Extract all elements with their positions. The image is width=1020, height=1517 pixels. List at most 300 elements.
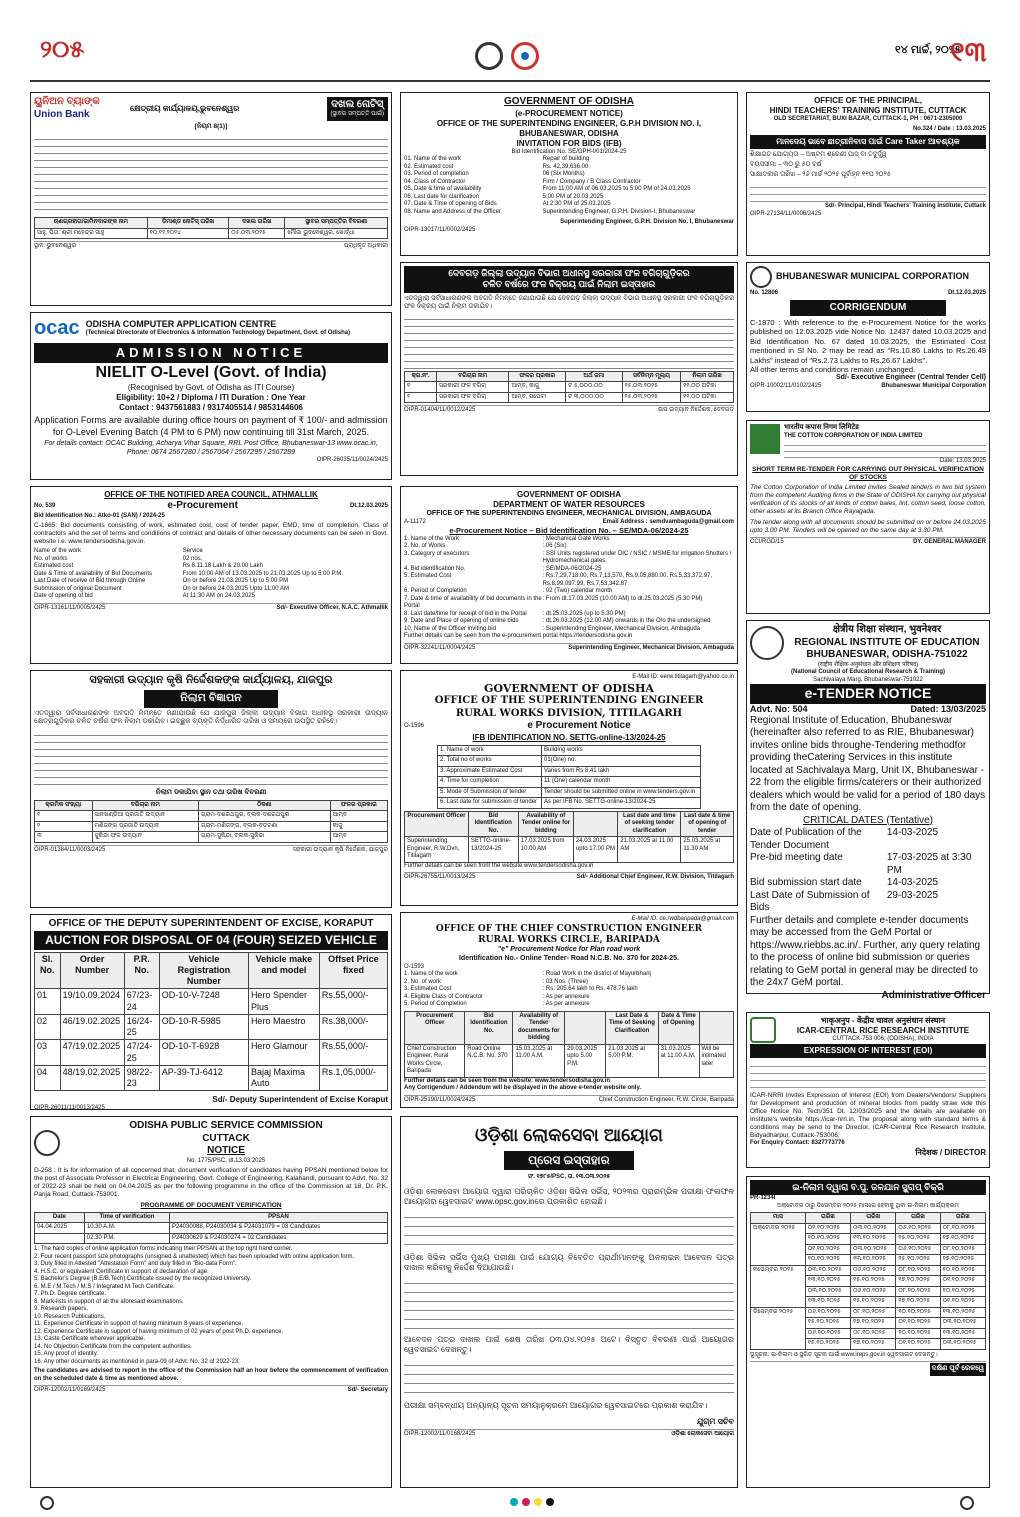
table-header: Last date and time of seeking tender clarification xyxy=(618,811,681,837)
detail-value: At 2:30 PM of 25.03.2025 xyxy=(542,201,611,207)
eprocurement-heading: e-Procurement xyxy=(167,500,238,511)
notice-title: ଦେବଗଡ଼ ଜିଲ୍ଲା ଉଦ୍ୟାନ ବିଭାଗ ଅଧୀନସ୍ଥ ସରକାରୀ ଫଳ ବଗିଚାଗୁଡ଼ିକର xyxy=(448,268,690,278)
notice-title: OFFICE OF THE NOTIFIED AREA COUNCIL, ATHMALLIK xyxy=(104,490,318,499)
oipr-ref: OIPR-13017/11/0002/2425 xyxy=(404,226,476,233)
detail-value: Service xyxy=(182,548,203,555)
contact-numbers: Contact : 9437561883 / 9317405514 / 9853144606 xyxy=(119,403,303,413)
date-cell: ୦୧.୧୦.୨୦୨୫ xyxy=(896,1318,940,1329)
detail-value: Building works xyxy=(542,745,701,756)
notice-title: ଦଖଲ ନୋଟିସ୍ xyxy=(331,98,384,110)
table-cell: OD-10-T-6928 xyxy=(159,1040,248,1066)
table-row: ୧ ସାନଖଣ୍ଡିଆ ପ୍ରଜାତି ଉଦ୍ୟାନ ଗ୍ରାମ-ଦଶରଥପୁର, ବ୍ଲକ-ଦଶରଥପୁର ଆମ୍ବ xyxy=(35,811,388,822)
date-row xyxy=(750,852,986,877)
detail-label: Date & Time of availability of Bid Documents xyxy=(34,570,153,577)
press-paragraph: ଆବେଦନ ପତ୍ର ଦାଖଲ ପାଇଁ ଶେଷ ତାରିଖ ୦୩.୦୪.୨୦୨୫ ଅଟେ। ବିସ୍ତୃତ ବିବରଣୀ ପାଇଁ ଆୟୋଗର ୱେବସାଇଟ ଦେଖନ୍ତୁ। xyxy=(404,1335,734,1354)
list-item: 12. Experience Certificate in support of having minimum of 02 years of post Ph.D. experience. xyxy=(34,1328,284,1335)
list-item: 13. Caste Certificate wherever applicable. xyxy=(34,1336,146,1343)
detail-label: Name of the work xyxy=(34,548,82,555)
table-row xyxy=(751,1307,986,1318)
corrigendum-heading: CORRIGENDUM xyxy=(790,300,946,317)
notice-body: ଏତଦ୍ୱାରା ସର୍ବସାଧାରଣଙ୍କ ଅବଗତି ନିମନ୍ତେ ଜଣାଯାଉଛି ଯେ ଯାଜପୁର ଜିଲ୍ଲା ଉଦ୍ୟାନ ବିଭାଗ ଅଧୀନସ୍ଥ ସରକାରୀ ଉଦ୍ୟାନ କ୍ଷେତ୍ରଗୁଡ଼ିକର ଚଳିତ ବର୍ଷର ଫଳ ନିଲାମ ଡକାଯିବ। ଇଚ୍ଛୁକ ବ୍ୟକ୍ତି ନିର୍ଦ୍ଧାରିତ ତାରିଖ ଓ ସମୟରେ ଉପସ୍ଥିତ ରହିବେ। xyxy=(34,709,388,726)
signatory: Sd/- Deputy Superintendent of Excise Koraput xyxy=(212,1095,388,1105)
date-cell: ୦୮.୧୦.୨୦୨୫ xyxy=(851,1328,896,1339)
list-item: 14. No Objection Certificate from the competent authorities. xyxy=(34,1343,192,1350)
signatory: Sd/- Principal, Hindi Teachers' Training Institute, Cuttack xyxy=(824,203,986,210)
rie-etender xyxy=(746,620,990,1001)
oipr-ref: OIPR-13161/11/0005/2425 xyxy=(34,604,106,611)
jajpur-auction-notice xyxy=(30,670,392,908)
detail-value: : Rs.7,29,718.00, Rs.7,13,570, Rs.9,05,880.00, Rs.5,33,372.97, Rs.8,99,097.99, Rs.7,53,342.87 xyxy=(542,573,713,587)
table-caption: ନିଲାମ ଡକାଯିବା ସ୍ଥାନ ତଥା ତାରିଖ ବିବରଣୀ xyxy=(155,789,267,796)
date-cell: ୦୬.୧୦.୨୦୨୫ xyxy=(805,1307,850,1318)
detail-value: Rs. 42,39,636.00 xyxy=(542,163,589,170)
notice-title: ଓଡ଼ିଶା ଲୋକସେବା ଆୟୋଗ xyxy=(475,1125,663,1145)
page-number: ୧୩ xyxy=(950,36,987,67)
footer-note2: Any Corrigendum / Addendum will be displayed in the above e-tender website only. xyxy=(404,1085,642,1091)
address: Sachivalaya Marg, Bhubaneswar-751022 xyxy=(813,676,923,683)
office-name: OFFICE OF THE SUPERINTENDING ENGINEER, G.P.H DIVISION NO. I, BHUBANESWAR, ODISHA xyxy=(436,118,702,138)
schedule-table xyxy=(404,1011,734,1078)
caretaker-banner: ମାନଦେୟ ଭାବେ ଛାତ୍ରୀନିବାସ ପାଇଁ Care Taker ଆବଶ୍ୟକ xyxy=(750,135,986,149)
table-header xyxy=(565,1011,606,1044)
table-cell: Superintending Engineer, R.W.Dvn, Titilagarh xyxy=(405,837,469,863)
notice-subtitle: ଚଳିତ ବର୍ଷରେ ଫଳ ବିକ୍ରୟ ପାଇଁ ନିଲାମ ଇସ୍ତାହାର xyxy=(482,279,656,290)
table-cell: OD-10-R-5985 xyxy=(159,1014,248,1040)
table-header: କ୍ର.ନଂ. xyxy=(405,371,437,382)
detail-label: 8. Last date/time for receipt of bid in the Portal xyxy=(404,610,527,617)
table-row xyxy=(438,798,701,809)
notice-body: C-1865: Bid documents consisting of work, estimated cost, cost of tender paper, EMD, time of completion, Class of contractors and the set of terms and conditions of contract and details of other necessary documents can be seen in Govt. website i.e. www.tendersodisha.gov.in. xyxy=(34,522,388,546)
work-details-table xyxy=(437,745,701,809)
notice-title: ODISHA PUBLIC SERVICE COMMISSION xyxy=(129,1120,323,1131)
detail-value: 5:00 PM of 20.03.2025 xyxy=(542,193,604,200)
list-item: 3. Duly filled in Attested "Attestation Form" and duly filled in "Bio-data Form". xyxy=(34,1261,237,1268)
institute-hindi: भाकृअनुप - केंद्रीय चावल अनुसंधान संस्थान xyxy=(820,1016,946,1025)
table-header: Order Number xyxy=(60,952,124,989)
table-cell: 21.03.2025 at 11.00 AM xyxy=(618,837,681,863)
contact: For Enquiry Contact: 8327773776 xyxy=(750,1140,845,1147)
table-cell: Chief Construction Engineer, Rural Works Circle, Baripada xyxy=(405,1044,465,1077)
table-cell: OD-10-V-7248 xyxy=(159,989,248,1015)
table-header: Last Date & Time of Seeking Clarification xyxy=(606,1011,658,1044)
detail-label: Submission of original Document xyxy=(34,585,122,592)
table-header: ତାରିଖ xyxy=(851,1213,896,1224)
bid-heading: e-Procurement Notice – Bid Identification No. – SE/MDA-06/2024-25 xyxy=(449,526,689,536)
table-cell: 31.03.2025 at 11.00 A.M. xyxy=(658,1044,699,1077)
signatory: Sd/- Additional Chief Engineer, R.W. Division, Titilagarh xyxy=(576,874,734,881)
date-cell: ୦୬.୧୦.୨୦୨୫ xyxy=(896,1244,940,1255)
signatory-org: Bhubaneswar Municipal Corporation xyxy=(881,383,986,389)
date-cell: ୧୩.୧୦.୨୦୨୫ xyxy=(940,1307,985,1318)
notice-number: ସଂ. ୧୭୮୫/PSC, ତା. ୧୩.୦୩.୨୦୨୫ xyxy=(527,1173,611,1180)
baripada-eprocurement xyxy=(400,912,738,1108)
date-cell: ୦୮.୧୦.୨୦୨୫ xyxy=(851,1307,896,1318)
table-cell: 25.03.2025 at 11.30 AM xyxy=(681,837,734,863)
table-header: ତାରିଖ xyxy=(805,1213,850,1224)
table-cell: Bajaj Maxima Auto xyxy=(248,1065,319,1091)
detail-value: Tender should be submitted online in www.tenders.gov.in xyxy=(542,787,701,798)
table-header xyxy=(573,811,617,837)
table-header: Availability of Tender documents for bidding xyxy=(513,1011,565,1044)
detail-label: 9. Date and Place of opening of online bids xyxy=(404,618,519,625)
programme-heading: PROGRAMME OF DOCUMENT VERIFICATION xyxy=(140,1201,282,1209)
date-cell: ୦୮.୧୦.୨୦୨୫ xyxy=(896,1286,940,1297)
cyan-dot-icon xyxy=(510,1498,518,1506)
table-cell: Road Online N.C.B. No. 370 xyxy=(465,1044,513,1077)
table-row xyxy=(438,745,701,756)
notice-number: No. 539 xyxy=(34,502,56,509)
table-header: ସର୍ବନିମ୍ନ ମୂଲ୍ୟ xyxy=(622,371,681,382)
critical-dates xyxy=(750,827,986,915)
body-text-block xyxy=(750,1060,986,1090)
detail-value: : dt.25.03.2025 (up to 5.30 PM) xyxy=(542,610,626,617)
schedule-table xyxy=(404,811,734,863)
page-footer-marks xyxy=(40,1494,980,1512)
date-cell: ୧୩.୧୦.୨୦୨୫ xyxy=(805,1276,850,1287)
opsc-press-release xyxy=(400,1116,738,1488)
table-cell: 47/19.02.2025 xyxy=(60,1040,124,1066)
table-row xyxy=(751,1223,986,1234)
date-label: Last Date of Submission of Bids xyxy=(750,889,870,914)
signatory: निदेशक / DIRECTOR xyxy=(915,1147,986,1157)
oipr-ref: OIPR-32241/11/0004/2425 xyxy=(404,644,476,651)
detail-label: 1. Name of work xyxy=(438,745,542,756)
table-header: Availability of Tender online for bidding xyxy=(518,811,573,837)
oipr-ref: OIPR-12002/11/0168/2425 xyxy=(404,1431,476,1437)
table-cell: 29.03.2025 upto 5.00 P.M. xyxy=(565,1044,606,1077)
notice-number: A-11172 xyxy=(404,518,426,525)
address-block xyxy=(784,440,986,458)
list-item: 2. Four recent passport size photographs (unsigned & unattested) which has been uploaded with online application form. xyxy=(34,1253,355,1260)
date-row xyxy=(750,827,986,852)
date-cell: ୧୩.୧୦.୨୦୨୫ xyxy=(940,1328,985,1339)
table-cell: 01 xyxy=(35,989,61,1015)
detail-value: : Superintending Engineer, Mechanical Division, Ambaguda xyxy=(542,625,701,632)
notice-subtitle: (Technical Directorate of Electronics & Information Technology Department, Govt. of Odisha) xyxy=(85,330,351,337)
age-limit: ବୟସସୀମା – ୩୦ ରୁ ୫୦ ବର୍ଷ xyxy=(750,161,822,169)
date-cell: ୧୫.୧୦.୨୦୨୫ xyxy=(896,1234,940,1245)
detail-value: Varies from Rs 8.41 lakh xyxy=(542,766,701,777)
ocac-logo: ocac xyxy=(34,317,80,339)
notice-title: OFFICE OF THE PRINCIPAL, xyxy=(814,96,922,105)
date-cell: ୦୩.୧୦.୨୦୨୫ xyxy=(805,1265,850,1276)
issue-date: ୧୪ ମାର୍ଚ୍ଚ, ୨୦୨୫ xyxy=(895,44,962,56)
detail-label: 1. Name of the Work xyxy=(404,535,459,542)
list-item: 7. Ph.D. Degree certificate. xyxy=(34,1291,107,1298)
detail-label: 3. Category of executors xyxy=(404,550,470,557)
htti-notice xyxy=(746,92,990,256)
detail-label: 03. Period of completion xyxy=(404,171,469,177)
institute-hindi: क्षेत्रीय शिक्षा संस्थान, भुवनेश्वर xyxy=(832,624,942,635)
eprocurement-heading: e Procurement Notice xyxy=(527,720,631,732)
tender-body2: Further details and complete e-tender documents may be accessed from the GeM Portal or https://www.riebbs.ac.in/. Further, any query relating to the process of online bid submission or queries relating to GeM portal in general may be directed to the 24x7 GeM portal. xyxy=(750,914,981,989)
email: E-Mail ID: eerw.titilagarh@yahoo.co.in xyxy=(632,674,734,680)
press-paragraph: ଓଡ଼ିଶା ଲୋକସେବା ଆୟୋଗ ଦ୍ୱାରା ପରିଚାଳିତ ଓଡ଼ିଶା ସିଭିଲ ସର୍ଭିସ, ୨୦୨୩ର ପ୍ରାରମ୍ଭିକ ପରୀକ୍ଷା ଫଳାଫଳ ଆୟୋଗର ୱେବସାଇଟ www.opsc.gov.inରେ ପ୍ରକାଶିତ ହୋଇଛି। xyxy=(404,1187,734,1206)
month-cell: ଡିସେମ୍ବର ୨୦୨୫ xyxy=(751,1307,806,1349)
bid-details xyxy=(34,548,388,601)
date-cell: ୧୭.୧୦.୨୦୨୫ xyxy=(851,1339,896,1350)
signatory: Sd/- Secretary xyxy=(347,1387,388,1394)
brand-local: ୟୁନିଅନ ବ୍ୟାଙ୍କ xyxy=(34,96,100,107)
detail-value: From 11:00 AM of 06.03.2025 to 5:00 PM of 24.03.2025 xyxy=(542,186,691,192)
table-cell: Hero Spender Plus xyxy=(248,989,319,1015)
header-rule xyxy=(30,80,990,82)
oipr-ref: OIPR-27134/11/0006/2425 xyxy=(750,210,822,217)
signatory: DY. GENERAL MANAGER xyxy=(913,538,986,545)
detail-label: 07. Date & Time of opening of Bids xyxy=(404,201,497,207)
rule-ref: [ନିୟମ 8(1)] xyxy=(194,123,228,130)
notice-title: BHUBANESWAR MUNICIPAL CORPORATION xyxy=(776,271,969,282)
ifb-number: IFB IDENTIFICATION NO. SETTG-online-13/2024-25 xyxy=(472,732,666,742)
notice-number: O-1593 xyxy=(404,963,425,970)
table-header: Date xyxy=(35,1212,85,1223)
oipr-ref: OIPR-26035/11/0024/2425 xyxy=(316,457,388,464)
list-item: 15. Any proof of identity. xyxy=(34,1351,98,1358)
date-cell: ୧୫.୧୦.୨୦୨୫ xyxy=(851,1297,896,1308)
list-item: 9. Research papers. xyxy=(34,1306,89,1313)
table-header: PPSAN xyxy=(170,1212,388,1223)
oipr-ref: OIPR-12002/11/0169/2425 xyxy=(34,1387,106,1394)
possession-table xyxy=(34,217,388,239)
detail-label: 2. No. of work xyxy=(404,978,442,985)
detail-label: 08. Name and Address of the Officer xyxy=(404,208,501,215)
table-cell: 21.03.2025 at 5.00 P.M. xyxy=(606,1044,658,1077)
date-cell: ୦୩.୧୦.୨୦୨୫ xyxy=(851,1244,896,1255)
gph-division-notice xyxy=(400,92,738,256)
vehicle-table xyxy=(34,952,388,1092)
union-bank-notice xyxy=(30,92,392,306)
etender-heading: e-TENDER NOTICE xyxy=(750,684,986,704)
oipr-ref: OIPR-01404/11/0012/2425 xyxy=(404,407,476,414)
table-row xyxy=(405,837,734,863)
city: CUTTACK xyxy=(202,1132,250,1144)
office-name: OFFICE OF THE SUPERINTENDING ENGINEER xyxy=(434,695,704,707)
table-cell: 17.03.2025 from 10.00 AM xyxy=(518,837,573,863)
detail-value: : 06 (Six) xyxy=(542,543,567,550)
date-cell: ୦୧.୧୦.୨୦୨୫ xyxy=(896,1339,940,1350)
ncert-logo-icon xyxy=(750,626,784,660)
table-header: କ୍ରମିକ ସଂଖ୍ୟା xyxy=(35,800,93,811)
table-cell: 16/24-25 xyxy=(124,1014,159,1040)
date-cell: ୧୦.୧୦.୨୦୨୫ xyxy=(940,1286,985,1297)
notice-subtitle: (ସ୍ଥାବର ସମ୍ପତ୍ତି ପାଇଁ) xyxy=(330,111,384,117)
detail-label: Date of opening of bid xyxy=(34,593,93,600)
table-row xyxy=(438,756,701,767)
date-cell: ୦୩.୧୦.୨୦୨୫ xyxy=(805,1286,850,1297)
notice-subtitle: (e-PROCUREMENT NOTICE) xyxy=(515,108,623,118)
signatory: ଉପ ଉଦ୍ୟାନ ନିର୍ଦ୍ଦେଶକ, ଦେବଗଡ଼ xyxy=(658,407,734,414)
date-cell: ୧୩.୧୦.୨୦୨୫ xyxy=(851,1234,896,1245)
list-item: 8. Mark-lists in support of all the aforesaid examinations. xyxy=(34,1298,184,1305)
detail-value: : As per annexure xyxy=(542,1001,590,1007)
auction-schedule-table xyxy=(750,1212,986,1350)
list-item: 1. The hard copies of online application forms indicating their PPSAN at the top right hand corner. xyxy=(34,1246,293,1253)
signatory: Sd/- Executive Officer, N.A.C. Athmallik xyxy=(276,604,388,611)
detail-label: 01. Name of the work xyxy=(404,156,462,162)
detail-label: 5. Estimated Cost xyxy=(404,573,452,580)
date-cell: ୦୬.୧୦.୨୦୨୫ xyxy=(851,1265,896,1276)
table-cell: 04 xyxy=(35,1065,61,1091)
bmc-logo-icon xyxy=(750,266,772,288)
detail-value: On or before 21.03.2025 Up to 5:00 PM xyxy=(182,578,289,585)
date-cell: ୧୦.୧୦.୨୦୨୫ xyxy=(896,1307,940,1318)
date-value: 29-03-2025 xyxy=(886,889,939,901)
date-cell: ୦୮.୧୦.୨୦୨୫ xyxy=(940,1244,985,1255)
email: E-Mail ID: ce.rwdbaripada@gmail.com xyxy=(631,916,734,922)
masthead-logo: ୨୦୫ xyxy=(40,34,85,63)
detail-value: : dt.26.03.2025 (12.00 AM) onwards in the O/o the undersigned xyxy=(542,618,711,625)
brand-name: THE COTTON CORPORATION OF INDIA LIMITED xyxy=(784,432,923,439)
verification-table xyxy=(34,1212,388,1245)
athmallik-eprocurement xyxy=(30,486,392,664)
table-row xyxy=(751,1265,986,1276)
detail-value: As per IFB No. SETTG-online-13/2024-25 xyxy=(542,798,701,809)
oipr-ref: OIPR-25190/11/0024/2425 xyxy=(404,1096,476,1103)
corrigendum-body: C-1870 : With reference to the e-Procurement Notice for the works published on 12.03.2025 vide Notice No. 12437 dated 10.03.2025 and Bid Identification No. 67 dated 10.03.2025, the Estimated Cost mentioned in Sl No. 2 may be read as "Rs.10.86 Lakhs to Rs.26.48 Lakhs" instead of "Rs.2.73 Lakhs to Rs.26.67 Lakhs". xyxy=(750,318,986,365)
auction-heading: ନିଲାମ ବିଜ୍ଞାପନ xyxy=(144,690,278,708)
advt-date: Dated: 13/03/2025 xyxy=(910,703,986,714)
notice-number: No. 12806 xyxy=(750,290,779,296)
register-dot-icon xyxy=(521,52,529,60)
division-name: RURAL WORKS DIVISION, TITILAGARH xyxy=(455,707,683,719)
date-row xyxy=(750,877,986,890)
detail-value: : SSI Units registered under DIC / NSIC / MSME for irrigation Shutters / Hydromechanical gates. xyxy=(542,550,732,565)
cci-logo-icon xyxy=(750,424,780,454)
signatory: Administrative Officer xyxy=(881,989,986,1001)
oipr-ref: OIPR-01384/11/0003/2425 xyxy=(34,846,106,853)
bid-details xyxy=(404,156,734,216)
table-header: ଋଣଗ୍ରହୀତା/ଜାମିନଦାରଙ୍କ ନାମ xyxy=(35,218,148,229)
koraput-excise-auction xyxy=(30,914,392,1110)
detail-label: 6. Last date for submission of tender xyxy=(438,798,542,809)
detail-label: No. of works xyxy=(34,555,68,562)
date-cell: ୦୩.୧୦.୨୦୨୫ xyxy=(851,1223,896,1234)
eligibility: Eligibility: 10+2 / Diploma / ITI Duration : One Year xyxy=(116,393,306,403)
office-name: କ୍ଷେତ୍ରୀୟ କାର୍ଯ୍ୟାଳୟ,ଭୁବନେଶ୍ୱର xyxy=(130,103,240,113)
date-cell: ୦୧.୧୦.୨୦୨୫ xyxy=(805,1223,850,1234)
detail-label: 6. Period of Completion xyxy=(404,588,467,595)
notice-date: Dt.12.03.2025 xyxy=(349,502,388,509)
register-circle-icon xyxy=(40,1496,54,1510)
eoi-body: ICAR-NRRI invites Expression of Interest (EOI) from Dealers/Vendors/ Suppliers for Development and production of mineral blocks from paddy straw vide this Office Notice No. Tech/351 Dt. 12/03/2025 and the details are available on Institute's website https://icar-nrri.in. The proposal along with standard terms & conditions may be send to the Director, ICAR-Central Rice Research Institute, Bidyadharpur, Cuttack-753006. xyxy=(750,1091,986,1140)
date-cell: ୧୫.୧୦.୨୦୨୫ xyxy=(896,1255,940,1266)
table-header: Bid Identification No. xyxy=(465,1011,513,1044)
detail-label: 4. Eligible Class of Contractor xyxy=(404,993,484,1000)
body-text-block xyxy=(34,133,388,215)
detail-value: Firm / Company / B Class Contractor xyxy=(542,178,641,185)
table-header: ଅର୍ଥ ଜମା xyxy=(566,371,623,382)
table-cell: Hero Maestro xyxy=(248,1014,319,1040)
table-row: ୧ ସରକାରୀ ଫଳ ବଗିଚା ଆମ୍ବ, କାଜୁ ଟ ୫,୦୦୦.୦୦ ୨୫.୦୩.୨୦୨୫ ୧୧.୦୦ ଘଟିକା xyxy=(405,382,734,393)
table-cell: 15.03.2025 at 11.00 A.M. xyxy=(513,1044,565,1077)
garden-table xyxy=(34,800,388,843)
black-dot-icon xyxy=(546,1498,554,1506)
list-item: 10. Research Publications. xyxy=(34,1313,106,1320)
recognition: (Recognised by Govt. of Odisha as ITI Course) xyxy=(127,383,295,393)
list-item: 11. Experience Certificate in support of having minimum 8 years of experience. xyxy=(34,1321,243,1328)
table-row xyxy=(35,1040,388,1066)
ocac-admission-notice xyxy=(30,312,392,480)
table-header: Date & Time of Opening xyxy=(658,1011,699,1044)
table-header: Procurement Officer xyxy=(405,1011,465,1044)
detail-label: 2. Total no of works xyxy=(438,756,542,767)
date-cell: ୦୩.୧୦.୨୦୨୫ xyxy=(940,1318,985,1329)
division-name: RURAL WORKS CIRCLE, BARIPADA xyxy=(478,934,660,945)
date-cell: ୦୬.୧୦.୨୦୨୫ xyxy=(896,1223,940,1234)
bid-id: Bid Identification No. SE/GPH-I/01/2024-25 xyxy=(511,148,627,155)
footer-note: Further details can be seen from the website www.tendersodisha.gov.in xyxy=(404,862,594,869)
table-header: ବଗିଚାର ନାମ xyxy=(437,371,509,382)
critical-dates-heading: CRITICAL DATES (Tentative) xyxy=(802,814,934,826)
month-cell: ଅକ୍ଟୋବର ୨୦୨୫ xyxy=(751,1223,806,1265)
table-header: ସ୍ଥାବର ସମ୍ପତ୍ତିର ବିବରଣୀ xyxy=(285,218,388,229)
body-text-block xyxy=(404,1357,734,1397)
table-row xyxy=(438,777,701,788)
email: Email Address : semdvambaguda@gmail.com xyxy=(602,518,734,525)
detail-value: : 02 (Two) calendar month xyxy=(542,588,613,595)
signatory: Sd/- Executive Engineer (Central Tender Cell) xyxy=(835,374,986,382)
table-row: ୨ ମଣିଜଙ୍ଗ ପ୍ରଜାତି ଉଦ୍ୟାନ ଗ୍ରାମ-ମଣିଜଙ୍ଗ, ବ୍ଲକ-ବଡ଼ଚଣା କାଜୁ xyxy=(35,821,388,832)
table-header: Bid Identification No. xyxy=(468,811,518,837)
notice-title: ସହକାରୀ ଉଦ୍ୟାନ କୃଷି ନିର୍ଦ୍ଦେଶକଙ୍କ କାର୍ଯ୍ୟାଳୟ, ଯାଜପୁର xyxy=(89,674,333,686)
qualification: ଶିକ୍ଷାଗତ ଯୋଗ୍ୟତା – ଅଷ୍ଟମ ଶ୍ରେଣୀ ପାସ୍ ବା ତଦୁର୍ଦ୍ଧ୍ୱ xyxy=(750,151,887,158)
detail-value: 06 (Six Months) xyxy=(542,171,585,177)
table-row xyxy=(438,787,701,798)
brand-name: Union Bank xyxy=(34,108,90,120)
detail-value: : 03 Nos. (Three) xyxy=(542,978,588,985)
table-header: Last date & time of opening of tender xyxy=(681,811,734,837)
bmc-corrigendum xyxy=(746,262,990,412)
titilagarh-eprocurement xyxy=(400,670,738,906)
press-paragraph: ପରୀକ୍ଷା ସମ୍ବନ୍ଧୀୟ ଅନ୍ୟାନ୍ୟ ସୂଚନା ସମୟାନୁକ୍ରମେ ଆୟୋଗର ୱେବସାଇଟରେ ପ୍ରକାଶ କରାଯିବ। xyxy=(404,1401,708,1410)
table-cell: 03 xyxy=(35,1040,61,1066)
date-cell: ୧୭.୧୦.୨୦୨୫ xyxy=(896,1297,940,1308)
course-name: NIELIT O-Level (Govt. of India) xyxy=(95,364,327,382)
detail-value: : Rs. 205.64 lakh to Rs. 478.76 lakh xyxy=(542,986,638,992)
notice-body: ଏତଦ୍ୱାରା ସର୍ବସାଧାରଣଙ୍କ ଅବଗତି ନିମନ୍ତେ ଜଣାଯାଉଛି ଯେ ଦେବଗଡ଼ ଜିଲ୍ଲା ଉଦ୍ୟାନ ବିଭାଗ ଅଧୀନସ୍ଥ ସରକାରୀ ଫଳ ବଗିଚାଗୁଡ଼ିକର ଫଳ ବିକ୍ରୟ ପାଇଁ ନିଲାମ ଡକାଯିବ। xyxy=(404,294,734,310)
date-cell: ୦୧.୧୦.୨୦୨୫ xyxy=(805,1244,850,1255)
institute-city: BHUBANESWAR, ODISHA-751022 xyxy=(806,649,968,660)
detail-label: Estimated cost xyxy=(34,563,74,570)
place: ସ୍ଥାନ: ଭୁବନେଶ୍ୱର xyxy=(34,243,77,250)
union-bank-logo xyxy=(34,96,124,121)
interview-date: ସାକ୍ଷାତକାର ତାରିଖ – ୨୬ ମାର୍ଚ୍ଚ ୨୦୨୫ ପୂର୍ବାହ୍ନ ୧୧ଘ ୨୦୨୫ xyxy=(750,171,891,179)
document-list xyxy=(34,1246,388,1366)
register-circle-icon xyxy=(475,42,503,70)
detail-value: 02 nos. xyxy=(182,555,203,562)
notice-number: No.324 / Date : 13.03.2025 xyxy=(912,125,986,132)
detail-value: At 11:30 AM on 24.03.2025 xyxy=(182,593,255,600)
cotton-corp-tender xyxy=(746,420,990,614)
auction-table xyxy=(404,371,734,404)
address: CUTTACK-753 006, (ODISHA), INDIA xyxy=(832,1036,934,1042)
advt-number: Advt. No: 504 xyxy=(750,703,808,714)
table-header: ମାସ xyxy=(751,1213,806,1224)
auction-banner: AUCTION FOR DISPOSAL OF 04 (FOUR) SEIZED VEHICLE xyxy=(34,931,388,950)
table-header xyxy=(699,1011,733,1044)
eprocurement-heading: "e" Procurement Notice for Plan road work xyxy=(497,946,641,953)
council-name: (National Council of Educational Research & Training) xyxy=(790,669,946,675)
table-row xyxy=(438,766,701,777)
table-header: Vehicle make and model xyxy=(248,952,319,989)
press-heading: ପ୍ରେସ ଇସ୍ତାହାର xyxy=(504,1151,634,1170)
table-row: ୨ ସରକାରୀ ଫଳ ବଗିଚା ଆମ୍ବ, ସପେଟା ଟ ୩,୦୦୦.୦୦ ୨୫.୦୩.୨୦୨୫ ୧୧.୦୦ ଘଟିକା xyxy=(405,392,734,403)
date-cell: ୦୮.୧୦.୨୦୨୫ xyxy=(940,1223,985,1234)
register-circle-icon xyxy=(960,1496,974,1510)
admission-banner: ADMISSION NOTICE xyxy=(34,343,388,363)
icar-eoi-notice xyxy=(746,1012,990,1168)
signatory: ସହକାରୀ ଉଦ୍ୟାନ କୃଷି ନିର୍ଦ୍ଦେଶକ, ଯାଜପୁର xyxy=(292,846,388,853)
